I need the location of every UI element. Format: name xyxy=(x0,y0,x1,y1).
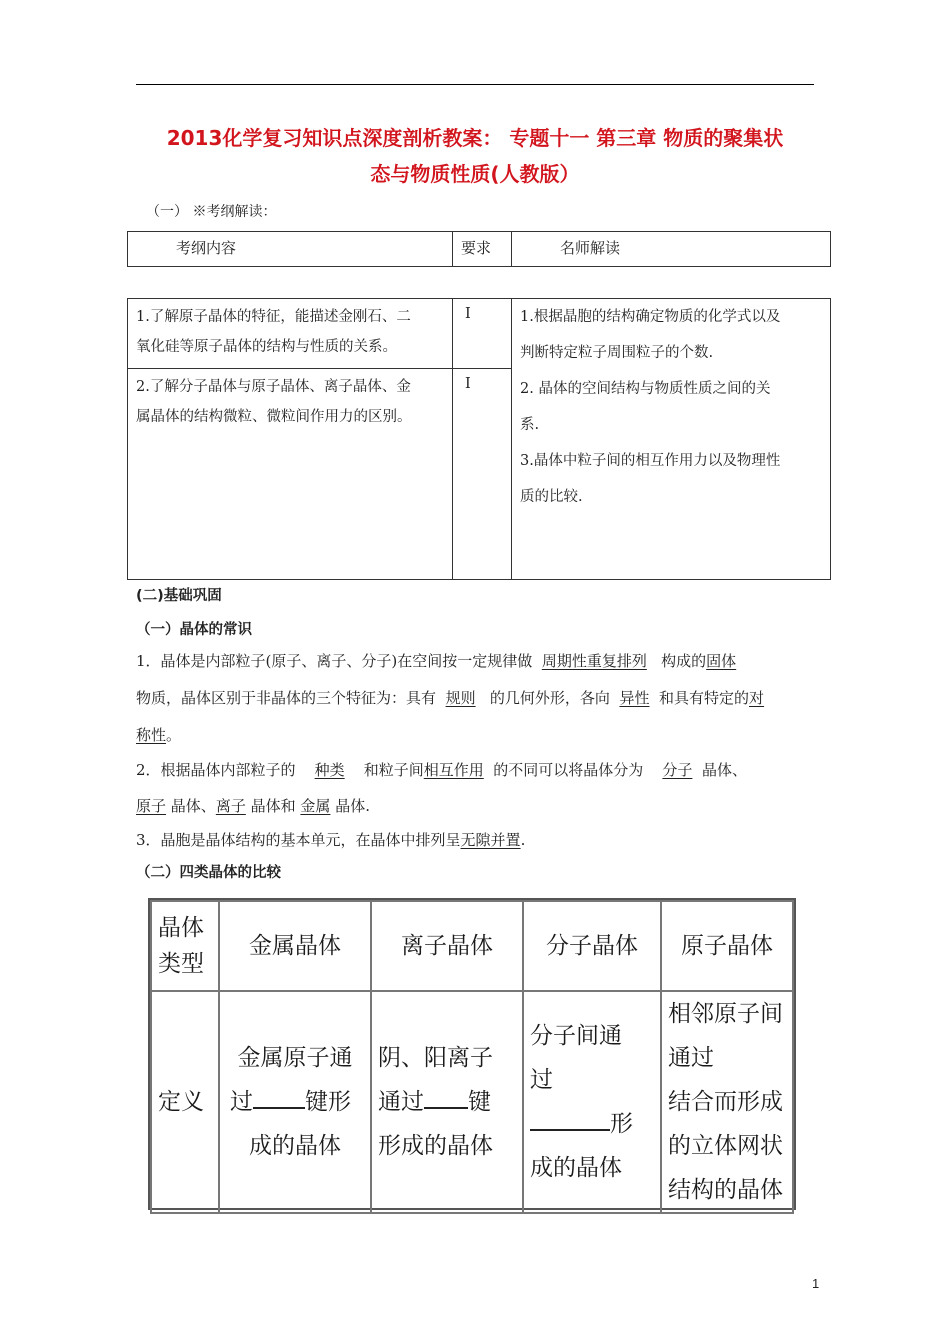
answer-symmetry: 称性 xyxy=(136,726,167,744)
row2-content-line2: 属晶体的结构微粒、微粒间作用力的区别。 xyxy=(136,409,412,425)
para1-line3: 称性。 xyxy=(136,726,182,744)
crystal-comparison-table xyxy=(148,898,796,1210)
row1-level: I xyxy=(465,306,471,322)
para1-line1: 1．晶体是内部粒子(原子、离子、分子)在空间按一定规律做 周期性重复排列 构成的固体 xyxy=(136,652,737,670)
subsection-four-crystals: （二）四类晶体的比较 xyxy=(136,865,281,881)
answer-atomic: 原子 xyxy=(136,797,167,815)
answer-solid: 固体 xyxy=(706,652,737,670)
fill-blank xyxy=(530,1103,610,1131)
syllabus-table xyxy=(127,298,831,580)
section-1-label: （一） ※考纲解读： xyxy=(146,204,277,220)
row1-content-line2: 氧化硅等原子晶体的结构与性质的关系。 xyxy=(136,339,397,355)
answer-metal: 金属 xyxy=(300,797,331,815)
answer-anisotropy: 异性 xyxy=(619,689,650,707)
header-col-requirement: 要求 xyxy=(461,239,492,257)
interp-line3: 2. 晶体的空间结构与物质性质之间的关 xyxy=(520,381,771,397)
answer-regular: 规则 xyxy=(445,689,476,707)
top-rule xyxy=(136,84,814,85)
row1-content-line1: 1.了解原子晶体的特征，能描述金刚石、二 xyxy=(136,309,411,325)
atomic-definition: 相邻原子间 通过 结合而形成 的立体网状 结构的晶体 xyxy=(661,991,793,1213)
row2-level: I xyxy=(465,376,471,392)
answer-molecular: 分子 xyxy=(662,761,693,779)
header-col-content: 考纲内容 xyxy=(176,239,237,257)
interp-line4: 系. xyxy=(520,417,540,433)
section-2-label: (二)基础巩固 xyxy=(136,588,222,604)
molecular-definition: 分子间通 过 形 成的晶体 xyxy=(523,991,661,1213)
interp-line6: 质的比较. xyxy=(520,489,583,505)
para2-line2: 原子 晶体、离子 晶体和 金属 晶体. xyxy=(136,797,370,815)
answer-kind: 种类 xyxy=(314,761,345,779)
col-metal: 金属晶体 xyxy=(219,901,371,991)
col-crystal-type: 晶体 类型 xyxy=(151,901,219,991)
header-col-interpretation: 名师解读 xyxy=(560,239,621,257)
page-number: 1 xyxy=(812,1276,820,1291)
answer-ionic: 离子 xyxy=(215,797,246,815)
answer-periodic: 周期性重复排列 xyxy=(541,652,647,670)
interp-line2: 判断特定粒子周围粒子的个数. xyxy=(520,345,714,361)
answer-closepacked: 无隙并置 xyxy=(460,831,521,849)
interp-line5: 3.晶体中粒子间的相互作用力以及物理性 xyxy=(520,453,781,469)
col-molecular: 分子晶体 xyxy=(523,901,661,991)
document-title-line1: 2013化学复习知识点深度剖析教案： 专题十一 第三章 物质的聚集状 xyxy=(166,126,784,150)
row-definition: 定义 xyxy=(151,991,219,1213)
interp-line1: 1.根据晶胞的结构确定物质的化学式以及 xyxy=(520,309,781,325)
row2-content-line1: 2.了解分子晶体与原子晶体、离子晶体、金 xyxy=(136,379,411,395)
subsection-crystal-basics: （一）晶体的常识 xyxy=(136,622,252,638)
col-atomic: 原子晶体 xyxy=(661,901,793,991)
document-title-line2: 态与物质性质(人教版） xyxy=(370,162,580,186)
fill-blank xyxy=(424,1081,468,1109)
col-ionic: 离子晶体 xyxy=(371,901,523,991)
para3: 3．晶胞是晶体结构的基本单元，在晶体中排列呈无隙并置. xyxy=(136,831,526,849)
syllabus-header-table xyxy=(127,231,831,267)
fill-blank xyxy=(253,1081,305,1109)
para1-line2: 物质，晶体区别于非晶体的三个特征为：具有 规则 的几何外形，各向 异性 和具有特定的对 xyxy=(136,689,765,707)
para2-line1: 2．根据晶体内部粒子的 种类 和粒子间相互作用 的不同可以将晶体分为 分子 晶体、 xyxy=(136,761,747,779)
answer-interaction: 相互作用 xyxy=(423,761,484,779)
metal-definition: 金属原子通 过 键形 成的晶体 xyxy=(219,991,371,1213)
ionic-definition: 阴、阳离子 通过 键 形成的晶体 xyxy=(371,991,523,1213)
